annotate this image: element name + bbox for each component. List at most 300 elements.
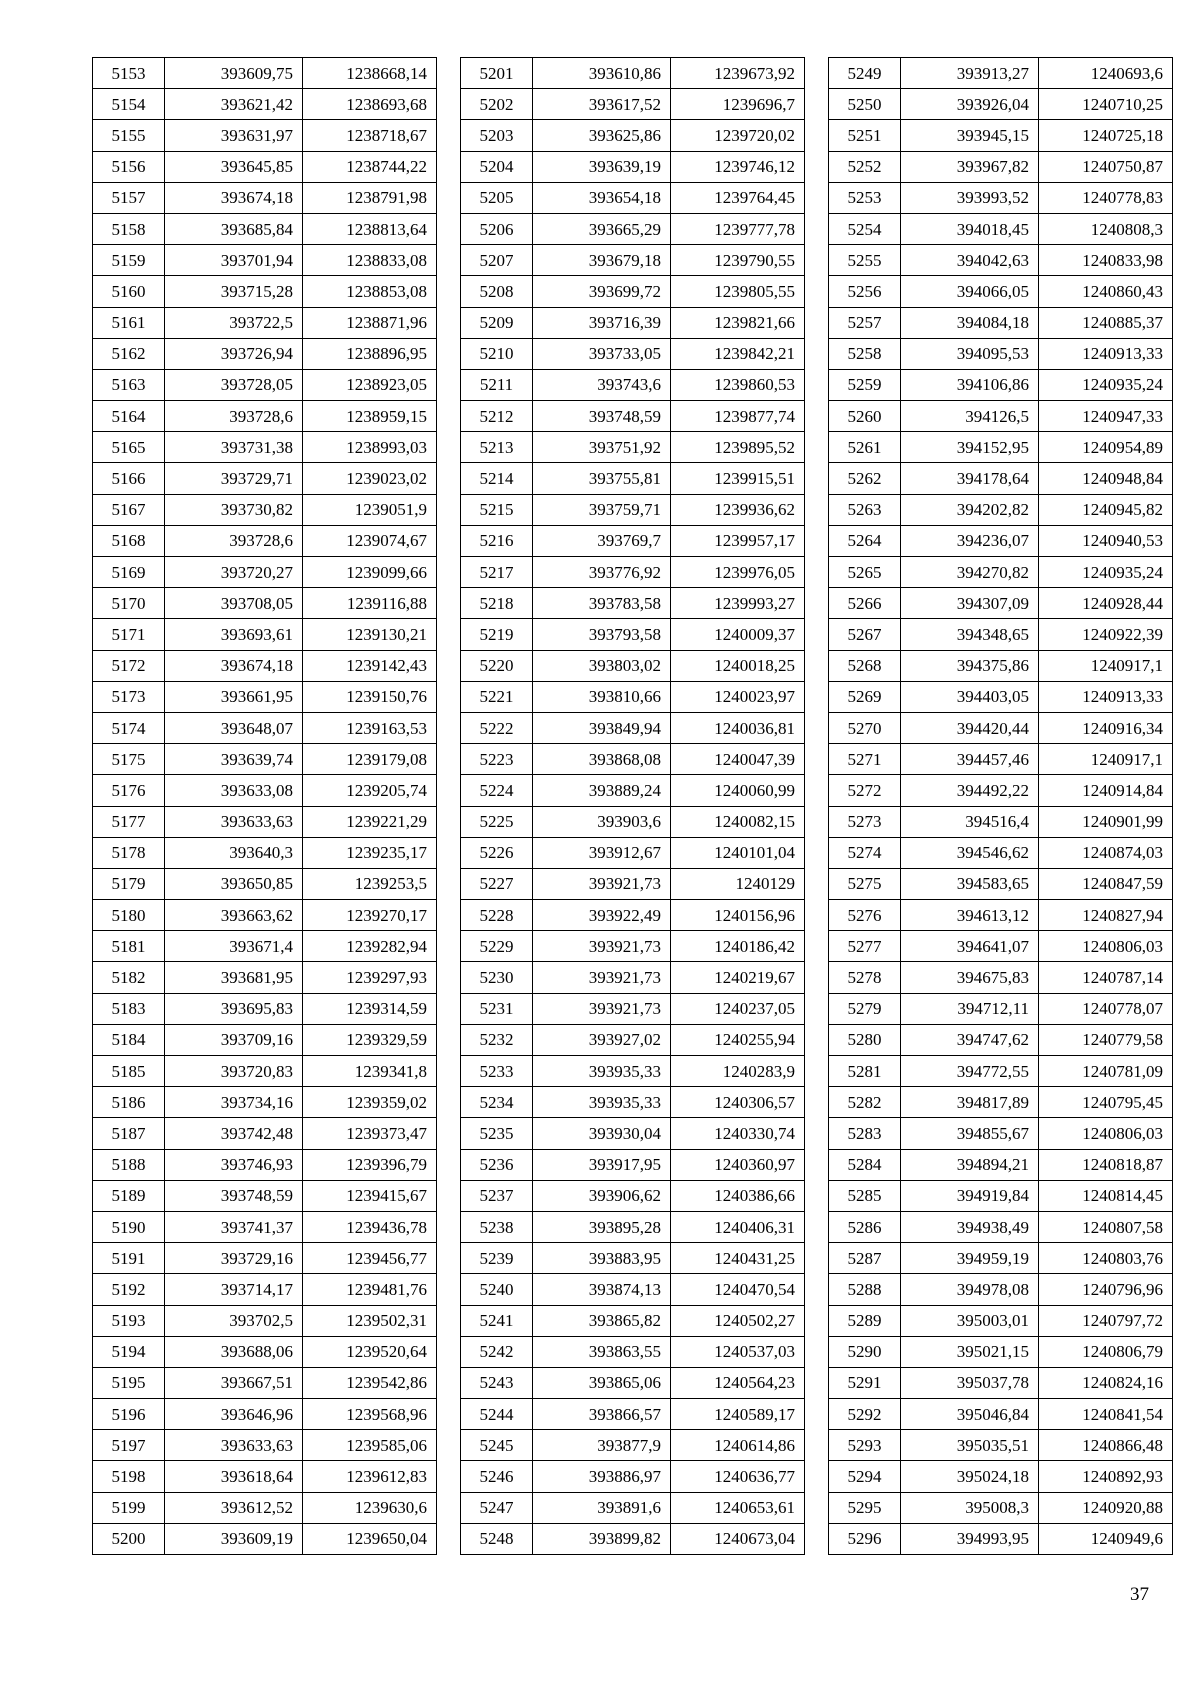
table-row (829, 182, 1173, 213)
table-row (829, 1180, 1173, 1211)
x-coordinate-cell: 393741,37 (165, 1211, 303, 1242)
y-coordinate-cell: 1240237,05 (671, 993, 805, 1024)
x-coordinate-cell: 393625,86 (533, 120, 671, 151)
x-coordinate-cell: 393810,66 (533, 681, 671, 712)
y-coordinate-cell: 1240841,54 (1039, 1399, 1173, 1430)
point-number-cell: 5277 (829, 931, 901, 962)
x-coordinate-cell: 393610,86 (533, 58, 671, 89)
y-coordinate-cell: 1239568,96 (303, 1399, 437, 1430)
x-coordinate-cell: 393661,95 (165, 681, 303, 712)
table-row (829, 494, 1173, 525)
point-number-cell: 5278 (829, 962, 901, 993)
table-row (461, 962, 805, 993)
x-coordinate-cell: 393877,9 (533, 1430, 671, 1461)
x-coordinate-cell: 393899,82 (533, 1523, 671, 1554)
x-coordinate-cell: 393716,39 (533, 307, 671, 338)
x-coordinate-cell: 393903,6 (533, 806, 671, 837)
x-coordinate-cell: 393906,62 (533, 1180, 671, 1211)
table-row (829, 1243, 1173, 1274)
y-coordinate-cell: 1239895,52 (671, 432, 805, 463)
table-row (461, 120, 805, 151)
point-number-cell: 5259 (829, 369, 901, 400)
x-coordinate-cell: 393783,58 (533, 588, 671, 619)
point-number-cell: 5177 (93, 806, 165, 837)
x-coordinate-cell: 393755,81 (533, 463, 671, 494)
table-row (461, 993, 805, 1024)
y-coordinate-cell: 1240922,39 (1039, 619, 1173, 650)
table-row (93, 58, 437, 89)
point-number-cell: 5214 (461, 463, 533, 494)
x-coordinate-cell: 393731,38 (165, 432, 303, 463)
x-coordinate-cell: 393927,02 (533, 1024, 671, 1055)
x-coordinate-cell: 394066,05 (901, 276, 1039, 307)
point-number-cell: 5244 (461, 1399, 533, 1430)
point-number-cell: 5175 (93, 744, 165, 775)
y-coordinate-cell: 1239612,83 (303, 1461, 437, 1492)
y-coordinate-cell: 1239936,62 (671, 494, 805, 525)
x-coordinate-cell: 393679,18 (533, 245, 671, 276)
point-number-cell: 5157 (93, 182, 165, 213)
table-row (829, 89, 1173, 120)
table-row (93, 993, 437, 1024)
table-row (93, 712, 437, 743)
table-row (93, 962, 437, 993)
table-row (93, 806, 437, 837)
x-coordinate-cell: 393743,6 (533, 369, 671, 400)
y-coordinate-cell: 1240778,07 (1039, 993, 1173, 1024)
point-number-cell: 5295 (829, 1492, 901, 1523)
table-row (461, 1274, 805, 1305)
y-coordinate-cell: 1239051,9 (303, 494, 437, 525)
y-coordinate-cell: 1240778,83 (1039, 182, 1173, 213)
point-number-cell: 5209 (461, 307, 533, 338)
y-coordinate-cell: 1239341,8 (303, 1056, 437, 1087)
point-number-cell: 5270 (829, 712, 901, 743)
x-coordinate-cell: 393865,06 (533, 1367, 671, 1398)
y-coordinate-cell: 1240283,9 (671, 1056, 805, 1087)
point-number-cell: 5232 (461, 1024, 533, 1055)
y-coordinate-cell: 1239542,86 (303, 1367, 437, 1398)
table-row (461, 681, 805, 712)
point-number-cell: 5234 (461, 1087, 533, 1118)
y-coordinate-cell: 1240901,99 (1039, 806, 1173, 837)
table-row (829, 58, 1173, 89)
point-number-cell: 5253 (829, 182, 901, 213)
x-coordinate-cell: 393650,85 (165, 868, 303, 899)
x-coordinate-cell: 393609,75 (165, 58, 303, 89)
point-number-cell: 5223 (461, 744, 533, 775)
point-number-cell: 5263 (829, 494, 901, 525)
point-number-cell: 5269 (829, 681, 901, 712)
x-coordinate-cell: 393874,13 (533, 1274, 671, 1305)
table-row (829, 213, 1173, 244)
y-coordinate-cell: 1239297,93 (303, 962, 437, 993)
table-row (829, 1149, 1173, 1180)
y-coordinate-cell: 1238833,08 (303, 245, 437, 276)
y-coordinate-cell: 1240673,04 (671, 1523, 805, 1554)
x-coordinate-cell: 395008,3 (901, 1492, 1039, 1523)
table-row (829, 900, 1173, 931)
point-number-cell: 5285 (829, 1180, 901, 1211)
y-coordinate-cell: 1240060,99 (671, 775, 805, 806)
point-number-cell: 5192 (93, 1274, 165, 1305)
y-coordinate-cell: 1238813,64 (303, 213, 437, 244)
x-coordinate-cell: 394919,84 (901, 1180, 1039, 1211)
point-number-cell: 5242 (461, 1336, 533, 1367)
x-coordinate-cell: 393645,85 (165, 151, 303, 182)
table-row (461, 744, 805, 775)
point-number-cell: 5219 (461, 619, 533, 650)
y-coordinate-cell: 1239673,92 (671, 58, 805, 89)
y-coordinate-cell: 1240806,03 (1039, 1118, 1173, 1149)
y-coordinate-cell: 1240860,43 (1039, 276, 1173, 307)
x-coordinate-cell: 393714,17 (165, 1274, 303, 1305)
table-row (829, 806, 1173, 837)
x-coordinate-cell: 393863,55 (533, 1336, 671, 1367)
y-coordinate-cell: 1240920,88 (1039, 1492, 1173, 1523)
y-coordinate-cell: 1238993,03 (303, 432, 437, 463)
y-coordinate-cell: 1239074,67 (303, 525, 437, 556)
table-row (829, 369, 1173, 400)
y-coordinate-cell: 1238693,68 (303, 89, 437, 120)
y-coordinate-cell: 1238744,22 (303, 151, 437, 182)
x-coordinate-cell: 394236,07 (901, 525, 1039, 556)
point-number-cell: 5226 (461, 837, 533, 868)
y-coordinate-cell: 1240954,89 (1039, 432, 1173, 463)
point-number-cell: 5187 (93, 1118, 165, 1149)
point-number-cell: 5210 (461, 338, 533, 369)
y-coordinate-cell: 1238718,67 (303, 120, 437, 151)
y-coordinate-cell: 1239142,43 (303, 650, 437, 681)
x-coordinate-cell: 393699,72 (533, 276, 671, 307)
y-coordinate-cell: 1240386,66 (671, 1180, 805, 1211)
table-row (461, 307, 805, 338)
y-coordinate-cell: 1239329,59 (303, 1024, 437, 1055)
point-number-cell: 5289 (829, 1305, 901, 1336)
x-coordinate-cell: 393693,61 (165, 619, 303, 650)
table-row (93, 1274, 437, 1305)
table-row (461, 619, 805, 650)
x-coordinate-cell: 394959,19 (901, 1243, 1039, 1274)
y-coordinate-cell: 1240636,77 (671, 1461, 805, 1492)
point-number-cell: 5287 (829, 1243, 901, 1274)
point-number-cell: 5185 (93, 1056, 165, 1087)
table-row (93, 1367, 437, 1398)
y-coordinate-cell: 1240885,37 (1039, 307, 1173, 338)
x-coordinate-cell: 393648,07 (165, 712, 303, 743)
x-coordinate-cell: 393695,83 (165, 993, 303, 1024)
table-row (93, 1180, 437, 1211)
table-row (461, 1243, 805, 1274)
point-number-cell: 5217 (461, 557, 533, 588)
table-row (461, 182, 805, 213)
y-coordinate-cell: 1239359,02 (303, 1087, 437, 1118)
x-coordinate-cell: 395024,18 (901, 1461, 1039, 1492)
x-coordinate-cell: 393708,05 (165, 588, 303, 619)
table-row (461, 89, 805, 120)
point-number-cell: 5250 (829, 89, 901, 120)
x-coordinate-cell: 394403,05 (901, 681, 1039, 712)
point-number-cell: 5268 (829, 650, 901, 681)
x-coordinate-cell: 393746,93 (165, 1149, 303, 1180)
point-number-cell: 5171 (93, 619, 165, 650)
x-coordinate-cell: 393646,96 (165, 1399, 303, 1430)
point-number-cell: 5251 (829, 120, 901, 151)
x-coordinate-cell: 394042,63 (901, 245, 1039, 276)
point-number-cell: 5249 (829, 58, 901, 89)
y-coordinate-cell: 1240818,87 (1039, 1149, 1173, 1180)
x-coordinate-cell: 393868,08 (533, 744, 671, 775)
point-number-cell: 5204 (461, 151, 533, 182)
table-row (461, 868, 805, 899)
x-coordinate-cell: 393720,83 (165, 1056, 303, 1087)
point-number-cell: 5227 (461, 868, 533, 899)
x-coordinate-cell: 394106,86 (901, 369, 1039, 400)
x-coordinate-cell: 393913,27 (901, 58, 1039, 89)
y-coordinate-cell: 1240806,03 (1039, 931, 1173, 962)
point-number-cell: 5220 (461, 650, 533, 681)
x-coordinate-cell: 393889,24 (533, 775, 671, 806)
x-coordinate-cell: 393640,3 (165, 837, 303, 868)
y-coordinate-cell: 1240928,44 (1039, 588, 1173, 619)
y-coordinate-cell: 1240913,33 (1039, 681, 1173, 712)
x-coordinate-cell: 393621,42 (165, 89, 303, 120)
x-coordinate-cell: 393748,59 (533, 401, 671, 432)
y-coordinate-cell: 1239877,74 (671, 401, 805, 432)
table-row (829, 1087, 1173, 1118)
point-number-cell: 5184 (93, 1024, 165, 1055)
table-row (93, 1087, 437, 1118)
table-row (93, 401, 437, 432)
point-number-cell: 5286 (829, 1211, 901, 1242)
table-row (461, 1367, 805, 1398)
table-row (93, 338, 437, 369)
table-row (829, 712, 1173, 743)
table-row (829, 619, 1173, 650)
y-coordinate-cell: 1239957,17 (671, 525, 805, 556)
x-coordinate-cell: 393726,94 (165, 338, 303, 369)
table-row (829, 557, 1173, 588)
point-number-cell: 5225 (461, 806, 533, 837)
point-number-cell: 5180 (93, 900, 165, 931)
point-number-cell: 5203 (461, 120, 533, 151)
y-coordinate-cell: 1240431,25 (671, 1243, 805, 1274)
table-row (461, 401, 805, 432)
point-number-cell: 5174 (93, 712, 165, 743)
table-row (93, 245, 437, 276)
point-number-cell: 5167 (93, 494, 165, 525)
x-coordinate-cell: 393720,27 (165, 557, 303, 588)
y-coordinate-cell: 1240824,16 (1039, 1367, 1173, 1398)
table-row (829, 837, 1173, 868)
x-coordinate-cell: 394270,82 (901, 557, 1039, 588)
y-coordinate-cell: 1239746,12 (671, 151, 805, 182)
table-row (461, 463, 805, 494)
x-coordinate-cell: 393671,4 (165, 931, 303, 962)
y-coordinate-cell: 1240186,42 (671, 931, 805, 962)
point-number-cell: 5196 (93, 1399, 165, 1430)
table-row (461, 1211, 805, 1242)
table-row (829, 1274, 1173, 1305)
x-coordinate-cell: 393612,52 (165, 1492, 303, 1523)
y-coordinate-cell: 1240917,1 (1039, 744, 1173, 775)
table-row (829, 1118, 1173, 1149)
y-coordinate-cell: 1239821,66 (671, 307, 805, 338)
y-coordinate-cell: 1239221,29 (303, 806, 437, 837)
table-row (461, 1492, 805, 1523)
y-coordinate-cell: 1239456,77 (303, 1243, 437, 1274)
table-row (93, 1211, 437, 1242)
point-number-cell: 5224 (461, 775, 533, 806)
point-number-cell: 5200 (93, 1523, 165, 1554)
point-number-cell: 5172 (93, 650, 165, 681)
table-row (93, 1149, 437, 1180)
point-number-cell: 5262 (829, 463, 901, 494)
point-number-cell: 5199 (93, 1492, 165, 1523)
point-number-cell: 5280 (829, 1024, 901, 1055)
point-number-cell: 5211 (461, 369, 533, 400)
y-coordinate-cell: 1240949,6 (1039, 1523, 1173, 1554)
table-row (93, 494, 437, 525)
table-row (93, 1243, 437, 1274)
x-coordinate-cell: 393921,73 (533, 868, 671, 899)
point-number-cell: 5296 (829, 1523, 901, 1554)
x-coordinate-cell: 393681,95 (165, 962, 303, 993)
table-row (461, 369, 805, 400)
y-coordinate-cell: 1240564,23 (671, 1367, 805, 1398)
table-row (829, 432, 1173, 463)
x-coordinate-cell: 393617,52 (533, 89, 671, 120)
point-number-cell: 5266 (829, 588, 901, 619)
table-row (829, 1523, 1173, 1554)
point-number-cell: 5188 (93, 1149, 165, 1180)
y-coordinate-cell: 1239585,06 (303, 1430, 437, 1461)
x-coordinate-cell: 394993,95 (901, 1523, 1039, 1554)
point-number-cell: 5159 (93, 245, 165, 276)
table-row (829, 1461, 1173, 1492)
point-number-cell: 5273 (829, 806, 901, 837)
point-number-cell: 5162 (93, 338, 165, 369)
x-coordinate-cell: 393866,57 (533, 1399, 671, 1430)
y-coordinate-cell: 1240750,87 (1039, 151, 1173, 182)
table-row (461, 276, 805, 307)
table-row (461, 712, 805, 743)
point-number-cell: 5257 (829, 307, 901, 338)
table-row (461, 1523, 805, 1554)
table-row (93, 837, 437, 868)
x-coordinate-cell: 393729,71 (165, 463, 303, 494)
x-coordinate-cell: 394894,21 (901, 1149, 1039, 1180)
point-number-cell: 5168 (93, 525, 165, 556)
table-row (93, 432, 437, 463)
point-number-cell: 5265 (829, 557, 901, 588)
x-coordinate-cell: 393935,33 (533, 1056, 671, 1087)
point-number-cell: 5155 (93, 120, 165, 151)
x-coordinate-cell: 394772,55 (901, 1056, 1039, 1087)
y-coordinate-cell: 1239790,55 (671, 245, 805, 276)
point-number-cell: 5221 (461, 681, 533, 712)
y-coordinate-cell: 1240827,94 (1039, 900, 1173, 931)
point-number-cell: 5252 (829, 151, 901, 182)
table-row (829, 1211, 1173, 1242)
y-coordinate-cell: 1240945,82 (1039, 494, 1173, 525)
point-number-cell: 5294 (829, 1461, 901, 1492)
table-row (93, 775, 437, 806)
x-coordinate-cell: 394307,09 (901, 588, 1039, 619)
x-coordinate-cell: 394613,12 (901, 900, 1039, 931)
x-coordinate-cell: 393618,64 (165, 1461, 303, 1492)
x-coordinate-cell: 393921,73 (533, 993, 671, 1024)
x-coordinate-cell: 394178,64 (901, 463, 1039, 494)
table-row (461, 806, 805, 837)
table-row (461, 1336, 805, 1367)
y-coordinate-cell: 1238791,98 (303, 182, 437, 213)
x-coordinate-cell: 393926,04 (901, 89, 1039, 120)
x-coordinate-cell: 393883,95 (533, 1243, 671, 1274)
y-coordinate-cell: 1240306,57 (671, 1087, 805, 1118)
y-coordinate-cell: 1240914,84 (1039, 775, 1173, 806)
x-coordinate-cell: 393728,6 (165, 401, 303, 432)
table-row (93, 557, 437, 588)
table-row (829, 338, 1173, 369)
x-coordinate-cell: 393751,92 (533, 432, 671, 463)
table-row (461, 650, 805, 681)
point-number-cell: 5165 (93, 432, 165, 463)
x-coordinate-cell: 393803,02 (533, 650, 671, 681)
y-coordinate-cell: 1239764,45 (671, 182, 805, 213)
table-row (829, 1305, 1173, 1336)
point-number-cell: 5212 (461, 401, 533, 432)
y-coordinate-cell: 1240947,33 (1039, 401, 1173, 432)
table-row (461, 837, 805, 868)
x-coordinate-cell: 393685,84 (165, 213, 303, 244)
point-number-cell: 5230 (461, 962, 533, 993)
y-coordinate-cell: 1239481,76 (303, 1274, 437, 1305)
x-coordinate-cell: 393912,67 (533, 837, 671, 868)
x-coordinate-cell: 394457,46 (901, 744, 1039, 775)
y-coordinate-cell: 1240913,33 (1039, 338, 1173, 369)
y-coordinate-cell: 1239179,08 (303, 744, 437, 775)
y-coordinate-cell: 1239993,27 (671, 588, 805, 619)
point-number-cell: 5216 (461, 525, 533, 556)
y-coordinate-cell: 1238896,95 (303, 338, 437, 369)
table-row (93, 1056, 437, 1087)
x-coordinate-cell: 393633,08 (165, 775, 303, 806)
table-row (461, 338, 805, 369)
x-coordinate-cell: 393734,16 (165, 1087, 303, 1118)
x-coordinate-cell: 393631,97 (165, 120, 303, 151)
y-coordinate-cell: 1238871,96 (303, 307, 437, 338)
point-number-cell: 5206 (461, 213, 533, 244)
x-coordinate-cell: 394583,65 (901, 868, 1039, 899)
x-coordinate-cell: 393709,16 (165, 1024, 303, 1055)
table-row (829, 868, 1173, 899)
y-coordinate-cell: 1239396,79 (303, 1149, 437, 1180)
point-number-cell: 5260 (829, 401, 901, 432)
y-coordinate-cell: 1239650,04 (303, 1523, 437, 1554)
y-coordinate-cell: 1240935,24 (1039, 557, 1173, 588)
point-number-cell: 5261 (829, 432, 901, 463)
table-row (461, 775, 805, 806)
y-coordinate-cell: 1240866,48 (1039, 1430, 1173, 1461)
point-number-cell: 5182 (93, 962, 165, 993)
table-row (93, 1024, 437, 1055)
point-number-cell: 5183 (93, 993, 165, 1024)
y-coordinate-cell: 1240940,53 (1039, 525, 1173, 556)
table-row (829, 993, 1173, 1024)
point-number-cell: 5292 (829, 1399, 901, 1430)
point-number-cell: 5293 (829, 1430, 901, 1461)
